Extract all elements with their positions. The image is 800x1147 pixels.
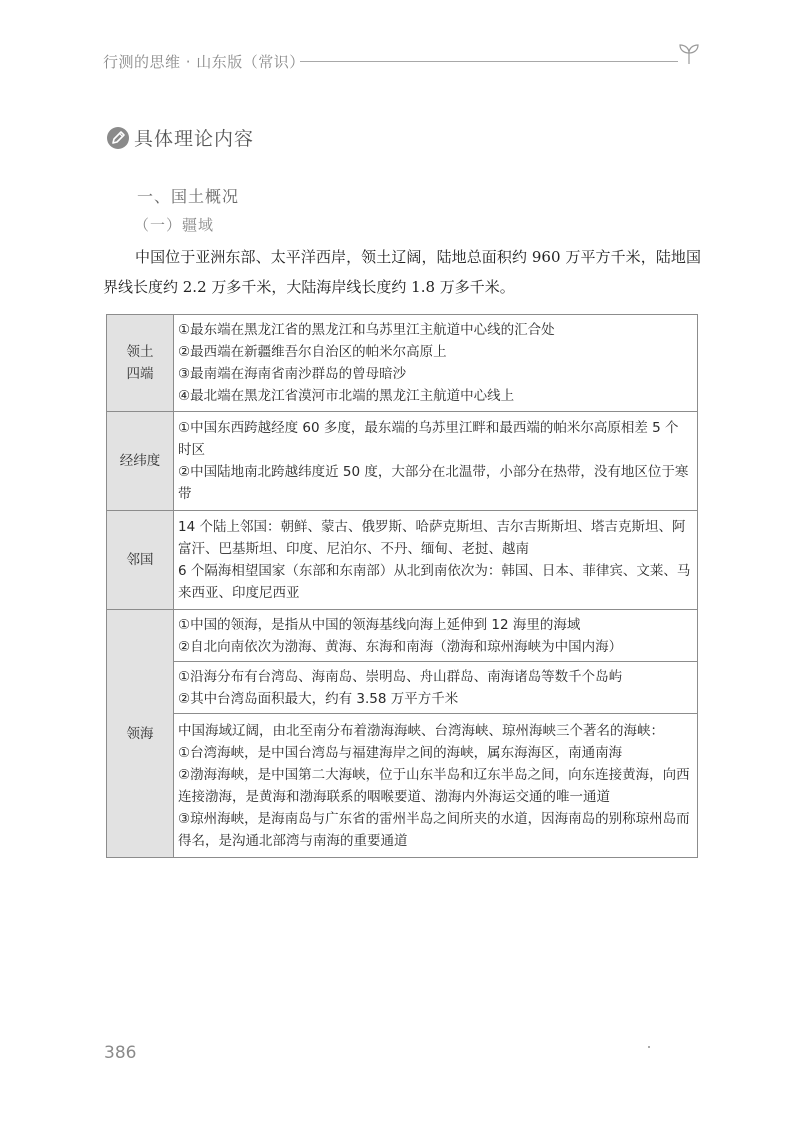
row-content — [174, 662, 698, 714]
content-line: ②最西端在新疆维吾尔自治区的帕米尔高原上 — [178, 344, 447, 360]
label-line: 邻国 — [126, 552, 154, 568]
row-label — [107, 315, 174, 412]
sprout-icon — [676, 40, 702, 66]
content-line: ④最北端在黑龙江省漠河市北端的黑龙江主航道中心线上 — [178, 388, 515, 404]
row-content — [174, 315, 698, 412]
body-paragraph: 中国位于亚洲东部、太平洋西岸，领土辽阔，陆地总面积约 960 万平方千米，陆地国界线长度约 2.2 万多千米，大陆海岸线长度约 1.8 万多千米。 — [103, 248, 701, 296]
table-row — [107, 511, 698, 610]
content-line: ③最南端在海南省南沙群岛的曾母暗沙 — [178, 366, 407, 382]
section-heading — [107, 124, 254, 151]
territory-table — [106, 314, 698, 858]
table-row — [107, 714, 698, 858]
table-row — [107, 610, 698, 662]
label-line: 领土 — [126, 344, 154, 360]
row-label — [107, 511, 174, 610]
header-rule — [300, 61, 678, 62]
content-line: ①中国的领海，是指从中国的领海基线向海上延伸到 12 海里的海域 — [178, 616, 581, 633]
row-label — [107, 412, 174, 511]
content-line: ①台湾海峡，是中国台湾岛与福建海岸之间的海峡，属东海海区，南通南海 — [178, 744, 623, 761]
row-content — [174, 412, 698, 511]
content-line: 14 个陆上邻国：朝鲜、蒙古、俄罗斯、哈萨克斯坦、吉尔吉斯斯坦、塔吉克斯坦、阿富汗、巴基斯坦、印度、尼泊尔、不丹、缅甸、老挝、越南 — [178, 519, 686, 557]
table-row — [107, 662, 698, 714]
section-title: 具体理论内容 — [134, 128, 255, 150]
scan-speck — [648, 1046, 650, 1048]
content-line: 中国海域辽阔，由北至南分布着渤海海峡、台湾海峡、琼州海峡三个著名的海峡： — [178, 722, 664, 739]
table-row — [107, 315, 698, 412]
page-number: 386 — [104, 1043, 137, 1063]
subheading-level1: 一、国土概况 — [137, 187, 240, 206]
content-line: ②自北向南依次为渤海、黄海、东海和南海（渤海和琼州海峡为中国内海） — [178, 638, 623, 655]
row-content — [174, 610, 698, 662]
content-line: ②中国陆地南北跨越纬度近 50 度，大部分在北温带，小部分在热带，没有地区位于寒带 — [178, 464, 689, 502]
content-line: ①最东端在黑龙江省的黑龙江和乌苏里江主航道中心线的汇合处 — [178, 322, 555, 338]
running-header-title: 行测的思维 · 山东版（常识） — [103, 53, 305, 71]
row-content — [174, 511, 698, 610]
content-line: ②其中台湾岛面积最大，约有 3.58 万平方千米 — [178, 690, 459, 707]
label-line: 四端 — [126, 366, 154, 382]
label-line: 经纬度 — [119, 453, 161, 469]
content-line: ①中国东西跨越经度 60 多度，最东端的乌苏里江畔和最西端的帕米尔高原相差 5 个时区 — [178, 420, 679, 458]
label-line: 领海 — [126, 725, 154, 742]
pen-icon — [107, 127, 129, 149]
row-content — [174, 714, 698, 858]
content-line: 6 个隔海相望国家（东部和东南部）从北到南依次为：韩国、日本、菲律宾、文莱、马来西亚、印度尼西亚 — [178, 563, 691, 601]
content-line: ③琼州海峡，是海南岛与广东省的雷州半岛之间所夹的水道，因海南岛的别称琼州岛而得名，是沟通北部湾与南海的重要通道 — [178, 810, 690, 849]
table-row — [107, 412, 698, 511]
row-label — [107, 610, 174, 858]
content-line: ①沿海分布有台湾岛、海南岛、崇明岛、舟山群岛、南海诸岛等数千个岛屿 — [178, 668, 623, 685]
subheading-level2: （一）疆域 — [134, 216, 215, 234]
content-line: ②渤海海峡，是中国第二大海峡，位于山东半岛和辽东半岛之间，向东连接黄海，向西连接渤海，是黄海和渤海联系的咽喉要道、渤海内外海运交通的唯一通道 — [178, 766, 690, 805]
